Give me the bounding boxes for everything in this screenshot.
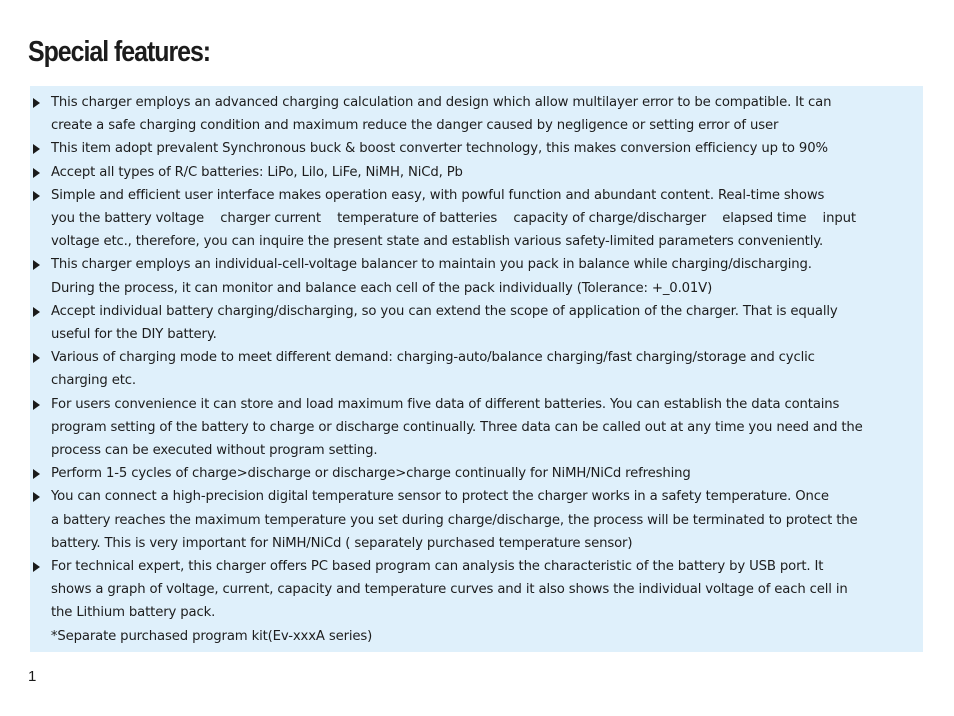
feature-text-line: Perform 1-5 cycles of charge>discharge or discharge>charge continually for NiMH/NiCd refreshing [51, 466, 691, 482]
feature-item [30, 346, 923, 392]
triangle-bullet-icon [33, 144, 40, 154]
feature-item [30, 137, 923, 160]
triangle-bullet-icon [33, 492, 40, 502]
feature-text-line: battery. This is very important for NiMH/NiCd ( separately purchased temperature sensor) [51, 535, 633, 551]
feature-text-line: Accept all types of R/C batteries: LiPo, Lilo, LiFe, NiMH, NiCd, Pb [51, 164, 463, 180]
triangle-bullet-icon [33, 98, 40, 108]
triangle-bullet-icon [33, 191, 40, 201]
feature-item [30, 462, 923, 485]
feature-text-line: useful for the DIY battery. [51, 327, 217, 343]
features-panel [30, 86, 923, 652]
feature-item [30, 485, 923, 555]
feature-list [30, 91, 923, 625]
feature-item [30, 253, 923, 299]
feature-item [30, 300, 923, 346]
triangle-bullet-icon [33, 260, 40, 270]
feature-text-line: you the battery voltage charger current temperature of batteries capacity of charge/discharger elapsed time input [51, 211, 856, 227]
feature-text-line: voltage etc., therefore, you can inquire the present state and establish various safety-limited parameters conveniently. [51, 234, 824, 250]
triangle-bullet-icon [33, 168, 40, 178]
feature-text-line: program setting of the battery to charge or discharge continually. Three data can be called out at any time you need and the [51, 419, 863, 435]
feature-item [30, 393, 923, 463]
feature-text-line: For users convenience it can store and load maximum five data of different batteries. You can establish the data contains [51, 396, 840, 412]
feature-item [30, 161, 923, 184]
feature-text-line: Various of charging mode to meet different demand: charging-auto/balance charging/fast charging/storage and cyclic [51, 350, 815, 366]
feature-text-line: This charger employs an individual-cell-voltage balancer to maintain you pack in balance while charging/discharging. [51, 257, 812, 273]
page-title: Special features: [28, 36, 211, 68]
triangle-bullet-icon [33, 353, 40, 363]
feature-text-line: This charger employs an advanced charging calculation and design which allow multilayer error to be compatible. It can [51, 95, 832, 110]
feature-text-line: the Lithium battery pack. [51, 605, 216, 621]
feature-text-line: Simple and efficient user interface makes operation easy, with powful function and abundant content. Real-time shows [51, 187, 825, 203]
triangle-bullet-icon [33, 400, 40, 410]
feature-text-line: During the process, it can monitor and balance each cell of the pack individually (Tolerance: +_0.01V) [51, 280, 713, 296]
feature-item [30, 555, 923, 625]
footnote: *Separate purchased program kit(Ev-xxxA series) [50, 628, 373, 644]
triangle-bullet-icon [33, 307, 40, 317]
feature-text-line: charging etc. [51, 373, 136, 389]
feature-item [30, 184, 923, 254]
page-number: 1 [28, 668, 37, 685]
feature-text-line: Accept individual battery charging/discharging, so you can extend the scope of application of the charger. That is equally [51, 303, 838, 319]
triangle-bullet-icon [33, 562, 40, 572]
feature-text-line: process can be executed without program setting. [51, 443, 378, 459]
feature-text-line: create a safe charging condition and maximum reduce the danger caused by negligence or setting error of user [51, 118, 779, 134]
feature-text-line: a battery reaches the maximum temperature you set during charge/discharge, the process will be terminated to protect the [51, 512, 858, 528]
feature-text-line: For technical expert, this charger offers PC based program can analysis the characteristic of the battery by USB port. It [51, 559, 824, 575]
feature-text-line: You can connect a high-precision digital temperature sensor to protect the charger works in a safety temperature. Once [51, 489, 829, 505]
feature-item [30, 91, 923, 137]
feature-text-line: This item adopt prevalent Synchronous buck & boost converter technology, this makes conversion efficiency up to 90% [51, 141, 828, 157]
triangle-bullet-icon [33, 469, 40, 479]
feature-text-line: shows a graph of voltage, current, capacity and temperature curves and it also shows the individual voltage of each cell in [51, 582, 848, 598]
